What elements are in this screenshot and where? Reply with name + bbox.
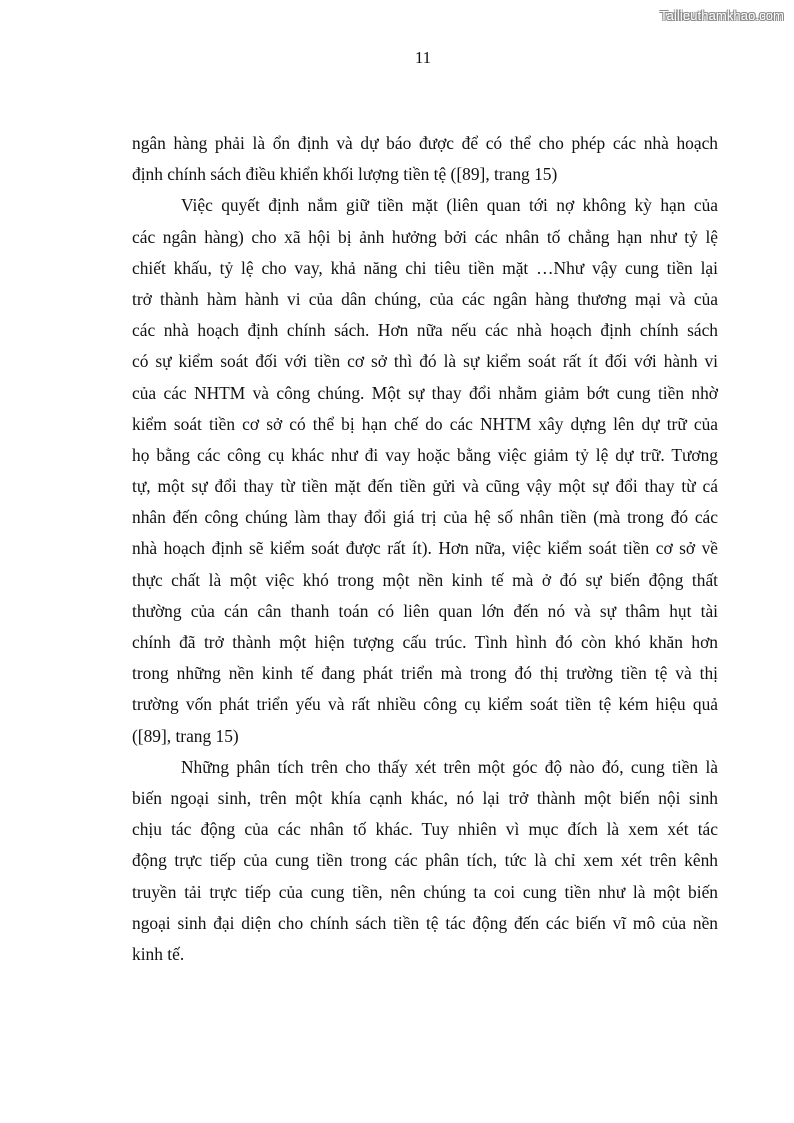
text-line: truyền tải trực tiếp của cung tiền, nên chúng ta coi cung tiền như là một biến: [132, 881, 718, 902]
text-line: trở thành hàm hành vi của dân chúng, của các ngân hàng thương mại và của: [132, 288, 718, 309]
text-line: kinh tế.: [132, 943, 185, 964]
document-body: [132, 128, 718, 970]
paragraph-1: [132, 128, 718, 190]
text-line: trường vốn phát triển yếu và rất nhiều công cụ kiểm soát tiền tệ kém hiệu quả: [132, 694, 718, 715]
text-line: biến ngoại sinh, trên một khía cạnh khác, nó lại trở thành một biến nội sinh: [132, 787, 718, 808]
text-line: chịu tác động của các nhân tố khác. Tuy nhiên vì mục đích là xem xét tác: [132, 819, 718, 840]
text-line: ([89], trang 15): [132, 725, 239, 746]
paragraph-3: [132, 752, 718, 970]
paragraph-2: [132, 190, 718, 751]
text-line: thường của cán cân thanh toán có liên quan lớn đến nó và sự thâm hụt tài: [132, 600, 718, 621]
text-line: Việc quyết định nắm giữ tiền mặt (liên quan tới nợ không kỳ hạn của: [181, 195, 718, 216]
text-line: động trực tiếp của cung tiền trong các phân tích, tức là chỉ xem xét trên kênh: [132, 850, 718, 871]
text-line: các nhà hoạch định chính sách. Hơn nữa nếu các nhà hoạch định chính sách: [132, 320, 718, 341]
text-line: kiểm soát tiền cơ sở có thể bị hạn chế do các NHTM xây dựng lên dự trữ của: [132, 413, 718, 434]
text-line: Những phân tích trên cho thấy xét trên một góc độ nào đó, cung tiền là: [181, 756, 718, 777]
text-line: chính đã trở thành một hiện tượng cấu trúc. Tình hình đó còn khó khăn hơn: [132, 632, 718, 652]
text-line: của các NHTM và công chúng. Một sự thay đổi nhằm giảm bớt cung tiền nhờ: [132, 382, 718, 403]
text-line: tự, một sự đổi thay từ tiền mặt đến tiền gửi và cũng vậy một sự đổi thay từ cá: [132, 476, 718, 497]
page-number: 11: [414, 48, 432, 67]
text-line: thực chất là một việc khó trong một nền kinh tế mà ở đó sự biến động thất: [132, 569, 718, 590]
text-line: nhà hoạch định sẽ kiểm soát được rất ít). Hơn nữa, việc kiểm soát tiền cơ sở về: [132, 538, 718, 559]
text-line: các ngân hàng) cho xã hội bị ảnh hưởng bởi các nhân tố chẳng hạn như tỷ lệ: [132, 226, 718, 247]
text-line: định chính sách điều khiển khối lượng tiền tệ ([89], trang 15): [132, 164, 558, 185]
text-line: họ bằng các công cụ khác như đi vay hoặc bằng việc giảm tỷ lệ dự trữ. Tương: [132, 444, 718, 465]
text-line: có sự kiểm soát đối với tiền cơ sở thì đó là sự kiểm soát rất ít đối với hành vi: [132, 351, 718, 372]
text-line: chiết khấu, tỷ lệ cho vay, khả năng chi tiêu tiền mặt …Như vậy cung tiền lại: [132, 257, 718, 278]
text-line: nhân đến công chúng làm thay đổi giá trị của hệ số nhân tiền (mà trong đó các: [132, 507, 718, 528]
watermark: Tailieuthamkhao.com: [659, 8, 784, 23]
text-line: ngoại sinh đại diện cho chính sách tiền tệ tác động đến các biến vĩ mô của nền: [132, 912, 718, 933]
text-line: trong những nền kinh tế đang phát triển mà trong đó thị trường tiền tệ và thị: [132, 663, 718, 684]
text-line: ngân hàng phải là ổn định và dự báo được để có thể cho phép các nhà hoạch: [132, 133, 718, 153]
